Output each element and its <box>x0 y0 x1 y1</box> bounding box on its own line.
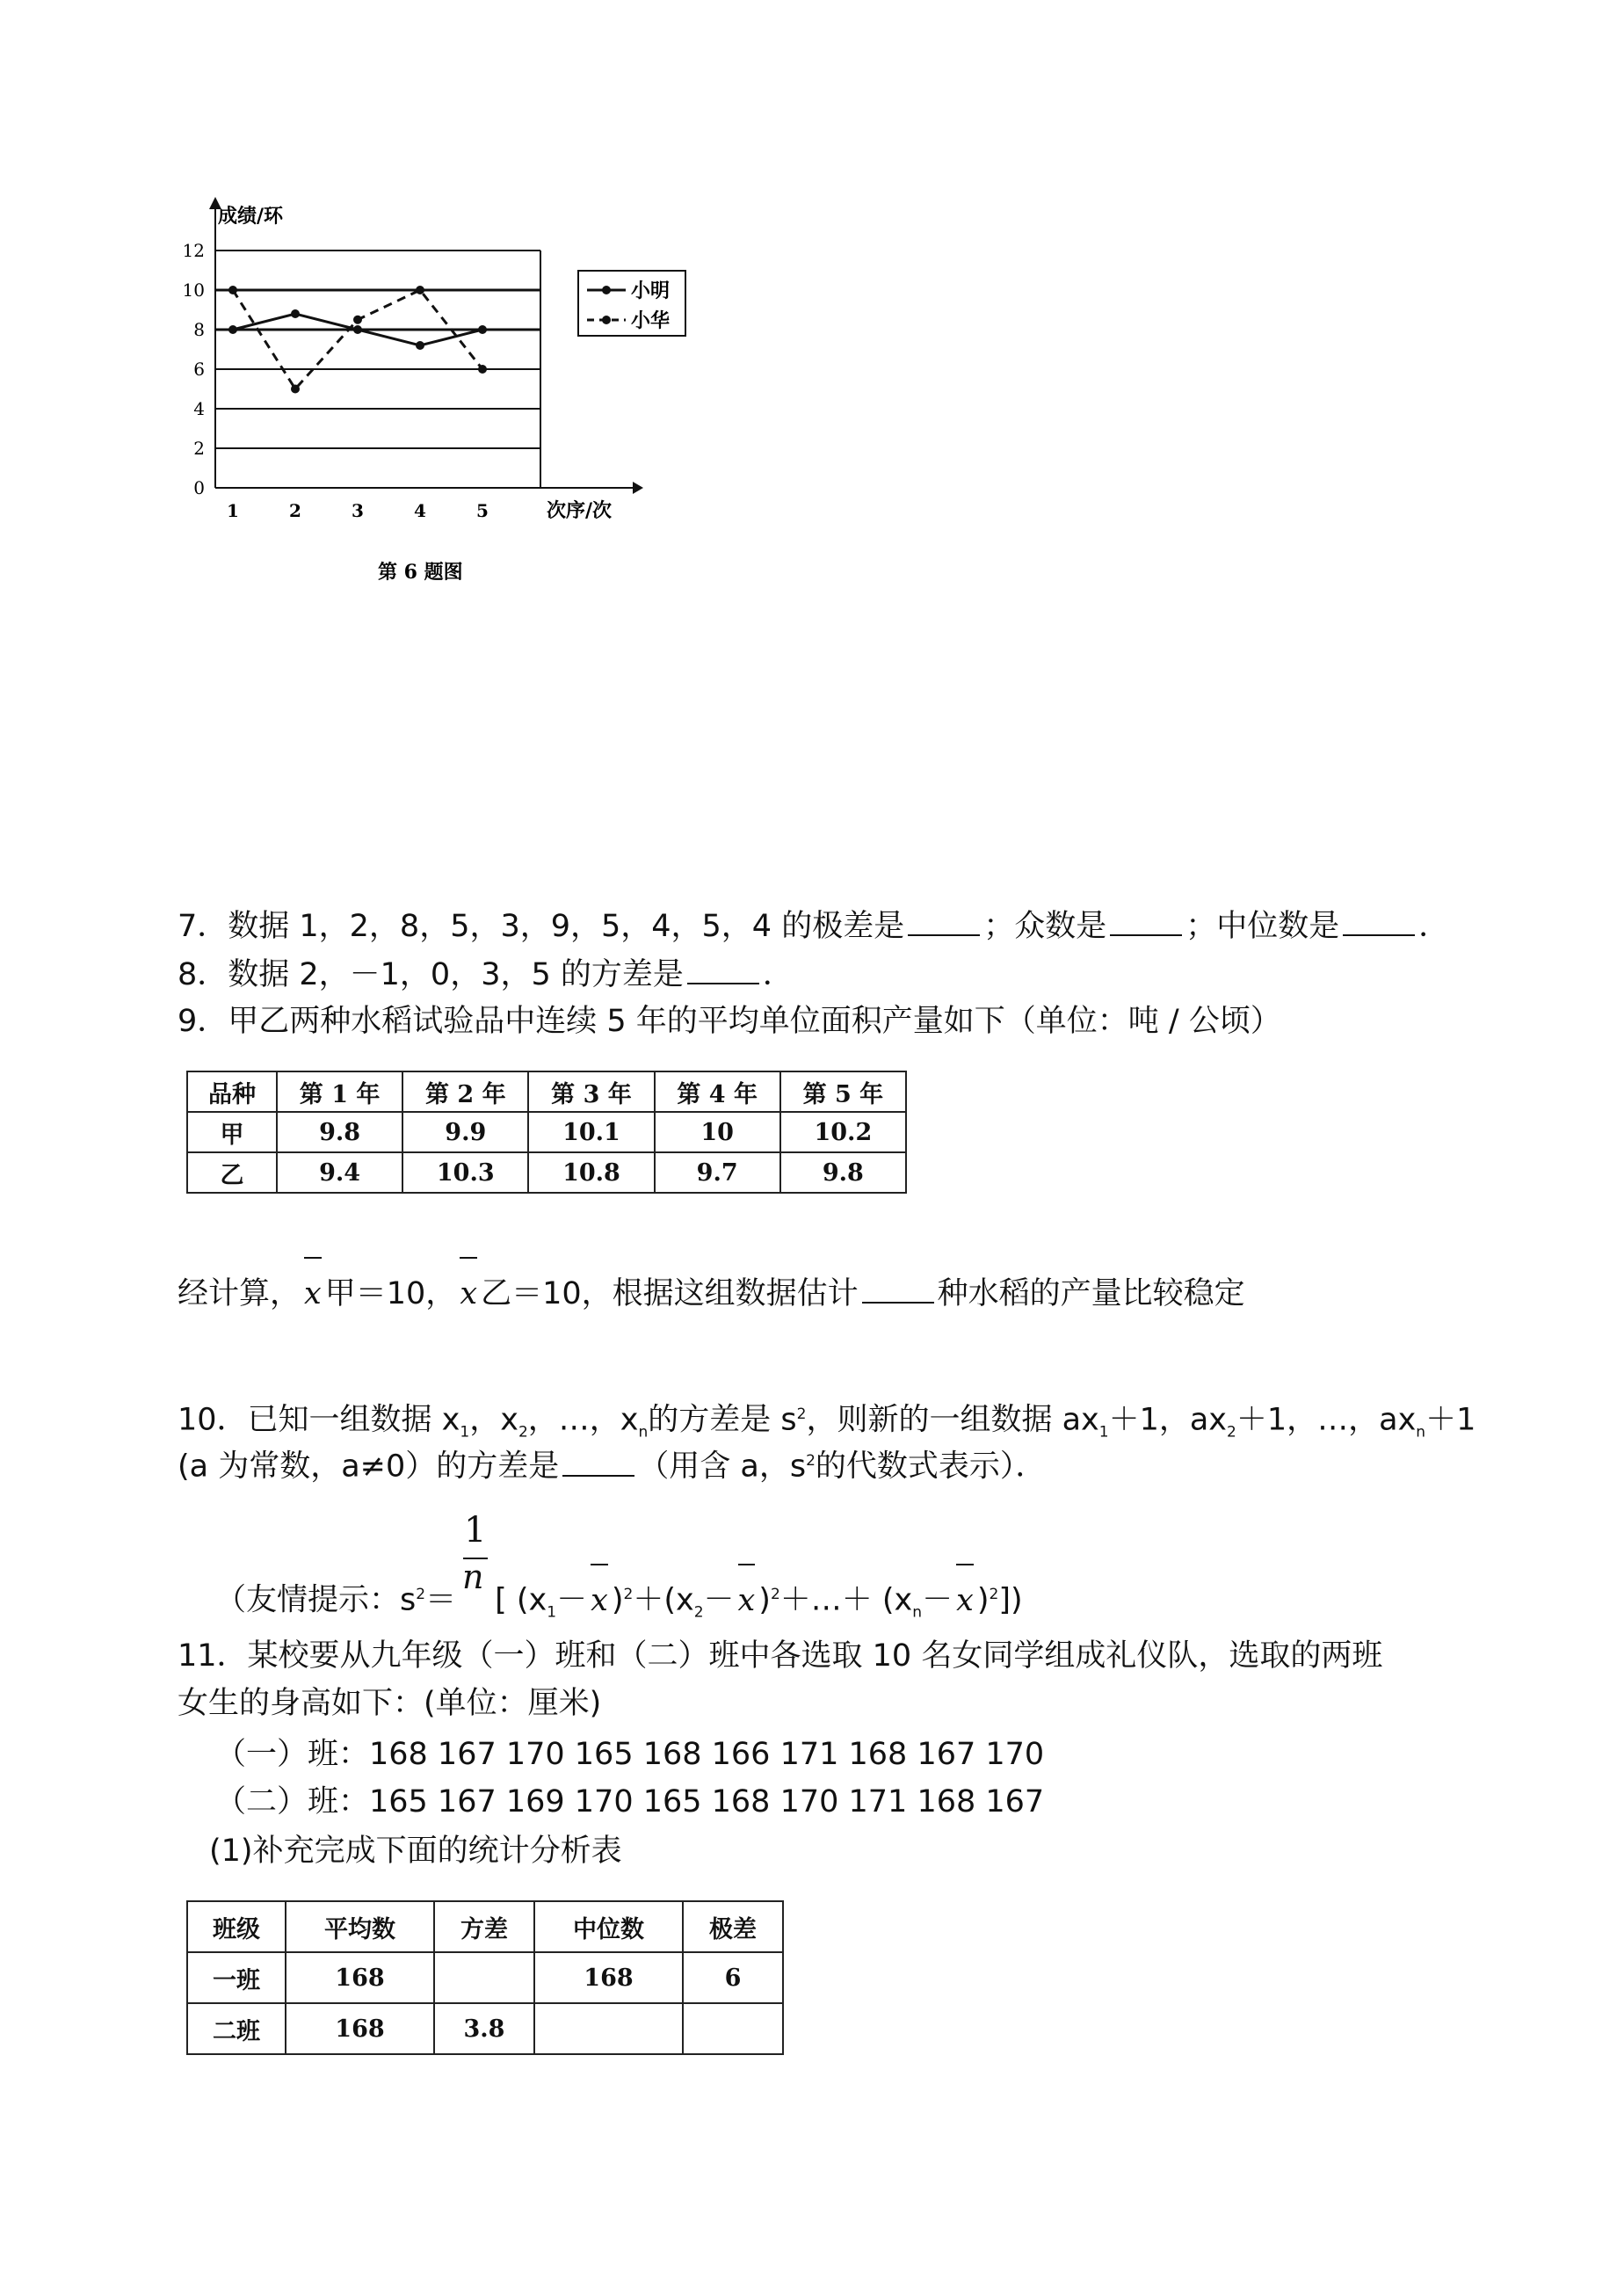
table-cell: 9.9 <box>402 1112 528 1152</box>
table-header-cell: 第 5 年 <box>780 1071 906 1112</box>
x-tick-label: 2 <box>289 500 301 521</box>
legend-marker <box>602 316 611 324</box>
table-header-cell: 中位数 <box>534 1901 683 1952</box>
q10-hint-text: ) <box>758 1582 771 1618</box>
table-row <box>187 1952 783 2003</box>
line-chart <box>158 193 703 598</box>
q10-hint-text: ＋…＋ (x <box>779 1582 913 1618</box>
table-cell: 10.1 <box>528 1112 654 1152</box>
x-axis-arrow <box>633 482 643 494</box>
subscript: n <box>1416 1423 1426 1442</box>
data-point <box>353 316 362 324</box>
q10-text: ，x <box>469 1402 518 1438</box>
table-row <box>187 1112 906 1152</box>
subscript: n <box>638 1423 649 1442</box>
q10-text: ＋1，…，ax <box>1236 1402 1417 1438</box>
q10-text: 10．已知一组数据 x <box>178 1402 460 1438</box>
superscript: 2 <box>989 1586 999 1603</box>
stats-analysis-table <box>186 1900 784 2055</box>
table-header-row <box>187 1071 906 1112</box>
q10-text: （用含 a，s <box>638 1449 807 1485</box>
q10-blank-variance[interactable] <box>562 1449 634 1477</box>
legend-marker <box>602 286 611 294</box>
q9-calc-prefix: 经计算， <box>178 1276 301 1311</box>
table-cell: 10 <box>655 1112 780 1152</box>
y-tick-label: 6 <box>193 359 205 380</box>
subscript: 1 <box>460 1423 470 1442</box>
data-point <box>353 325 362 334</box>
q10-hint-text: － <box>922 1582 953 1618</box>
q10-text: ，…，x <box>527 1402 639 1438</box>
table-cell: 9.8 <box>780 1152 906 1193</box>
subscript: n <box>912 1603 923 1622</box>
fraction-numerator: 1 <box>464 1510 487 1551</box>
question-11-line-1: 11．某校要从九年级（一）班和（二）班中各选取 10 名女同学组成礼仪队，选取的两班 <box>178 1638 1383 1674</box>
q10-hint-text: [ (x <box>495 1582 547 1618</box>
q10-text: 的代数式表示）． <box>815 1449 1047 1485</box>
subscript: 1 <box>547 1603 557 1622</box>
table-cell: 168 <box>286 2003 434 2054</box>
q7-blank-range[interactable] <box>908 908 980 936</box>
class-1-heights: （一）班：168 167 170 165 168 166 171 168 167 170 <box>215 1737 1045 1772</box>
q8-text-b: ． <box>762 957 794 992</box>
y-axis-label: 成绩/环 <box>218 205 284 228</box>
table-header-cell: 第 3 年 <box>528 1071 654 1112</box>
question-11-line-2: 女生的身高如下：(单位：厘米) <box>178 1686 602 1721</box>
table-cell: 6 <box>683 1952 783 2003</box>
table-cell-blank[interactable] <box>534 2003 683 2054</box>
q10-text: ＋1 <box>1425 1402 1476 1438</box>
table-cell: 168 <box>534 1952 683 2003</box>
table-cell: 3.8 <box>434 2003 534 2054</box>
table-cell: 10.2 <box>780 1112 906 1152</box>
table-cell-blank[interactable] <box>683 2003 783 2054</box>
table-cell: 10.3 <box>402 1152 528 1193</box>
superscript: 2 <box>796 1405 807 1423</box>
table-cell: 一班 <box>187 1952 286 2003</box>
x-tick-label: 3 <box>352 500 364 521</box>
q10-hint-text: － <box>703 1582 735 1618</box>
question-8 <box>178 954 794 996</box>
data-point <box>478 325 487 334</box>
q9-calc-jia: 甲＝10， <box>324 1276 457 1311</box>
q7-text-c: ；中位数是 <box>1185 909 1340 944</box>
subscript: 2 <box>693 1603 704 1622</box>
q7-blank-median[interactable] <box>1343 908 1415 936</box>
q7-blank-mode[interactable] <box>1110 908 1182 936</box>
subscript: 2 <box>1227 1423 1236 1442</box>
q10-text: (a 为常数，a≠0）的方差是 <box>178 1449 560 1485</box>
mean-x-bar: x <box>587 1580 612 1622</box>
table-header-cell: 第 4 年 <box>655 1071 780 1112</box>
legend-box <box>578 271 685 336</box>
q7-text-b: ；众数是 <box>983 909 1107 944</box>
x-axis-label: 次序/次 <box>547 499 613 522</box>
table-cell: 乙 <box>187 1152 277 1193</box>
legend-label: 小明 <box>631 280 671 302</box>
figure-caption: 第 6 题图 <box>378 561 463 584</box>
data-point <box>416 286 424 294</box>
q10-hint-text: ) <box>611 1582 624 1618</box>
table-header-cell: 第 1 年 <box>277 1071 402 1112</box>
table-header-cell: 平均数 <box>286 1901 434 1952</box>
table-header-cell: 班级 <box>187 1901 286 1952</box>
superscript: 2 <box>623 1586 634 1603</box>
q10-hint-text: ＝ <box>425 1582 457 1618</box>
q10-hint-text: ) <box>976 1582 990 1618</box>
table-cell: 甲 <box>187 1112 277 1152</box>
q7-text-d: ． <box>1418 909 1450 944</box>
table-cell: 9.8 <box>277 1112 402 1152</box>
table-row <box>187 1152 906 1193</box>
q9-calc-suffix: 种水稻的产量比较稳定 <box>937 1276 1245 1311</box>
table-cell: 二班 <box>187 2003 286 2054</box>
table-cell-blank[interactable] <box>434 1952 534 2003</box>
question-9-calc <box>178 1273 1245 1315</box>
question-9-intro: 9．甲乙两种水稻试验品中连续 5 年的平均单位面积产量如下（单位：吨 / 公顷） <box>178 1004 1281 1039</box>
class-2-heights: （二）班：165 167 169 170 165 168 170 171 168 167 <box>215 1784 1045 1819</box>
q9-calc-yi: 乙＝10，根据这组数据估计 <box>481 1276 859 1311</box>
superscript: 2 <box>770 1586 780 1603</box>
data-point <box>228 286 237 294</box>
q10-hint-text: － <box>556 1582 588 1618</box>
mean-x-bar: x <box>953 1580 977 1622</box>
y-tick-label: 8 <box>193 319 205 340</box>
q8-blank-variance[interactable] <box>687 956 759 984</box>
question-10-line-2 <box>178 1440 1046 1488</box>
x-tick-label: 5 <box>476 500 489 521</box>
data-point <box>416 341 424 350</box>
table-row <box>187 2003 783 2054</box>
y-tick-label: 4 <box>193 398 205 419</box>
q10-hint-text: （友情提示：s <box>215 1582 417 1618</box>
data-point <box>228 325 237 334</box>
x-tick-label: 4 <box>414 500 426 521</box>
q9-blank-variety[interactable] <box>862 1275 934 1304</box>
q8-text-a: 8．数据 2，－1，0，3，5 的方差是 <box>178 957 684 992</box>
table-header-cell: 第 2 年 <box>402 1071 528 1112</box>
table-header-cell: 方差 <box>434 1901 534 1952</box>
question-10-hint <box>215 1573 1023 1634</box>
q10-text: 的方差是 s <box>648 1402 797 1438</box>
y-tick-label: 10 <box>182 280 205 301</box>
mean-x-bar: x <box>301 1273 325 1315</box>
subscript: 2 <box>518 1423 528 1442</box>
q10-hint-text: ]) <box>998 1582 1023 1618</box>
q7-text-a: 7．数据 1，2，8，5，3，9，5，4，5，4 的极差是 <box>178 909 905 944</box>
table-cell: 9.4 <box>277 1152 402 1193</box>
q10-text: ＋1，ax <box>1108 1402 1228 1438</box>
data-point <box>291 385 300 394</box>
subscript: 1 <box>1098 1423 1109 1442</box>
question-7 <box>178 905 1449 948</box>
table-cell: 10.8 <box>528 1152 654 1193</box>
table-cell: 9.7 <box>655 1152 780 1193</box>
q10-text: ，则新的一组数据 ax <box>806 1402 1099 1438</box>
y-tick-label: 12 <box>182 240 205 261</box>
mean-x-bar: x <box>456 1273 481 1315</box>
rice-yield-table <box>186 1071 907 1194</box>
legend-label: 小华 <box>631 309 671 332</box>
question-11-part-1: (1)补充完成下面的统计分析表 <box>209 1834 622 1869</box>
data-point <box>478 365 487 374</box>
table-header-cell: 极差 <box>683 1901 783 1952</box>
q10-hint-text: ＋(x <box>633 1582 694 1618</box>
table-header-cell: 品种 <box>187 1071 277 1112</box>
y-tick-label: 2 <box>193 438 205 459</box>
y-tick-label: 0 <box>193 477 205 498</box>
superscript: 2 <box>416 1586 426 1603</box>
fraction-denominator: n <box>462 1558 484 1596</box>
table-header-row <box>187 1901 783 1952</box>
x-tick-label: 1 <box>227 500 239 521</box>
table-cell: 168 <box>286 1952 434 2003</box>
data-point <box>291 309 300 318</box>
mean-x-bar: x <box>735 1580 759 1622</box>
superscript: 2 <box>806 1452 816 1470</box>
